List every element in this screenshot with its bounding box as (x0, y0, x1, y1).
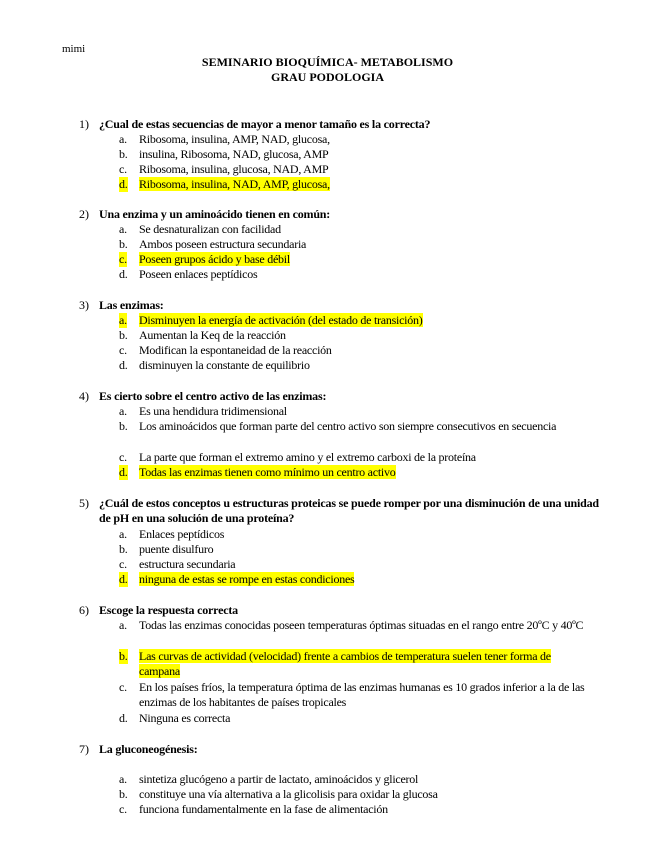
option-text: Poseen enlaces peptídicos (139, 267, 258, 281)
author-name: mimi (62, 43, 86, 55)
option-text: Ambos poseen estructura secundaria (139, 237, 307, 251)
question-number: 7) (79, 742, 89, 756)
highlighted-answer: ninguna de estas se rompe en estas condiciones (139, 572, 355, 586)
option-text (139, 252, 594, 267)
document-title: SEMINARIO BIOQUÍMICA- METABOLISMO (201, 55, 454, 69)
question-text: Escoge la respuesta correcta (99, 603, 238, 617)
highlighted-answer: Todas las enzimas tienen como mínimo un centro activo (139, 465, 396, 479)
option-text: puente disulfuro (139, 542, 214, 556)
option-letter: a. (119, 772, 127, 786)
option-letter: b. (119, 147, 128, 161)
option-text: Se desnaturalizan con facilidad (139, 222, 281, 236)
option-letter: c. (119, 450, 127, 464)
document-subtitle: GRAU PODOLOGIA (270, 70, 384, 84)
option-text: disminuyen la constante de equilibrio (139, 358, 310, 372)
highlighted-answer: Poseen grupos ácido y base débil (139, 252, 290, 266)
option-letter: c. (119, 557, 127, 571)
option-text: estructura secundaria (139, 557, 236, 571)
option-letter: a. (119, 527, 127, 541)
option-text: Los aminoácidos que forman parte del centro activo son siempre consecutivos en secuencia (139, 419, 557, 433)
option-text: sintetiza glucógeno a partir de lactato, aminoácidos y glicerol (139, 772, 419, 786)
option-text: Enlaces peptídicos (139, 527, 225, 541)
option-letter: d. (119, 465, 128, 479)
option-letter: c. (119, 802, 127, 816)
option-letter: d. (119, 267, 128, 281)
option-text: Es una hendidura tridimensional (139, 404, 287, 418)
option-letter: c. (119, 252, 127, 266)
option-letter: b. (119, 649, 128, 663)
option-letter: b. (119, 419, 128, 433)
option-text: insulina, Ribosoma, NAD, glucosa, AMP (139, 147, 329, 161)
option-letter: b. (119, 328, 128, 342)
option-text: constituye una vía alternativa a la glicolisis para oxidar la glucosa (139, 787, 438, 801)
option-letter: d. (119, 711, 128, 725)
option-letter: b. (119, 542, 128, 556)
option-text: Ribosoma, insulina, AMP, NAD, glucosa, (139, 132, 330, 146)
option-letter: a. (119, 132, 127, 146)
highlighted-answer: Las curvas de actividad (velocidad) frente a cambios de temperatura suelen tener forma de campana (139, 649, 551, 678)
option-letter: c. (119, 343, 127, 357)
option-text (139, 313, 594, 328)
question-number: 2) (79, 207, 89, 221)
option-text (139, 177, 594, 192)
option-letter: c. (119, 162, 127, 176)
question-number: 6) (79, 603, 89, 617)
question-text: La gluconeogénesis: (99, 742, 198, 756)
option-text: Aumentan la Keq de la reacción (139, 328, 286, 342)
question-text: ¿Cual de estas secuencias de mayor a menor tamaño es la correcta? (99, 117, 431, 131)
option-text (139, 572, 594, 587)
option-letter: a. (119, 618, 127, 632)
option-text: Modifican la espontaneidad de la reacción (139, 343, 332, 357)
question-number: 1) (79, 117, 89, 131)
question-number: 3) (79, 298, 89, 312)
option-letter: d. (119, 572, 128, 586)
option-letter: a. (119, 404, 127, 418)
option-text (139, 649, 594, 679)
option-letter: a. (119, 313, 127, 327)
option-text (139, 465, 594, 480)
option-letter: a. (119, 222, 127, 236)
option-letter: d. (119, 177, 128, 191)
option-text: Ninguna es correcta (139, 711, 231, 725)
question-text: Una enzima y un aminoácido tienen en común: (99, 207, 331, 221)
question-text: ¿Cuál de estos conceptos u estructuras proteicas se puede romper por una disminución de una unidad de pH en una solución de una proteína? (99, 496, 599, 525)
question-number: 5) (79, 496, 89, 510)
highlighted-answer: Disminuyen la energía de activación (del estado de transición) (139, 313, 423, 327)
option-letter: c. (119, 680, 127, 694)
option-text: funciona fundamentalmente en la fase de alimentación (139, 802, 388, 816)
option-text: En los países fríos, la temperatura óptima de las enzimas humanas es 10 grados inferior a la de las enzimas de los habitantes de países tropicales (139, 680, 585, 709)
option-text: Ribosoma, insulina, glucosa, NAD, AMP (139, 162, 329, 176)
option-letter: d. (119, 358, 128, 372)
option-text: Todas las enzimas conocidas poseen temperaturas óptimas situadas en el rango entre 20ºC y 40ºC (139, 618, 584, 632)
option-text: La parte que forman el extremo amino y el extremo carboxi de la proteína (139, 450, 476, 464)
option-letter: b. (119, 787, 128, 801)
question-number: 4) (79, 389, 89, 403)
question-text: Las enzimas: (99, 298, 164, 312)
question-text: Es cierto sobre el centro activo de las enzimas: (99, 389, 327, 403)
highlighted-answer: Ribosoma, insulina, NAD, AMP, glucosa, (139, 177, 330, 191)
option-letter: b. (119, 237, 128, 251)
